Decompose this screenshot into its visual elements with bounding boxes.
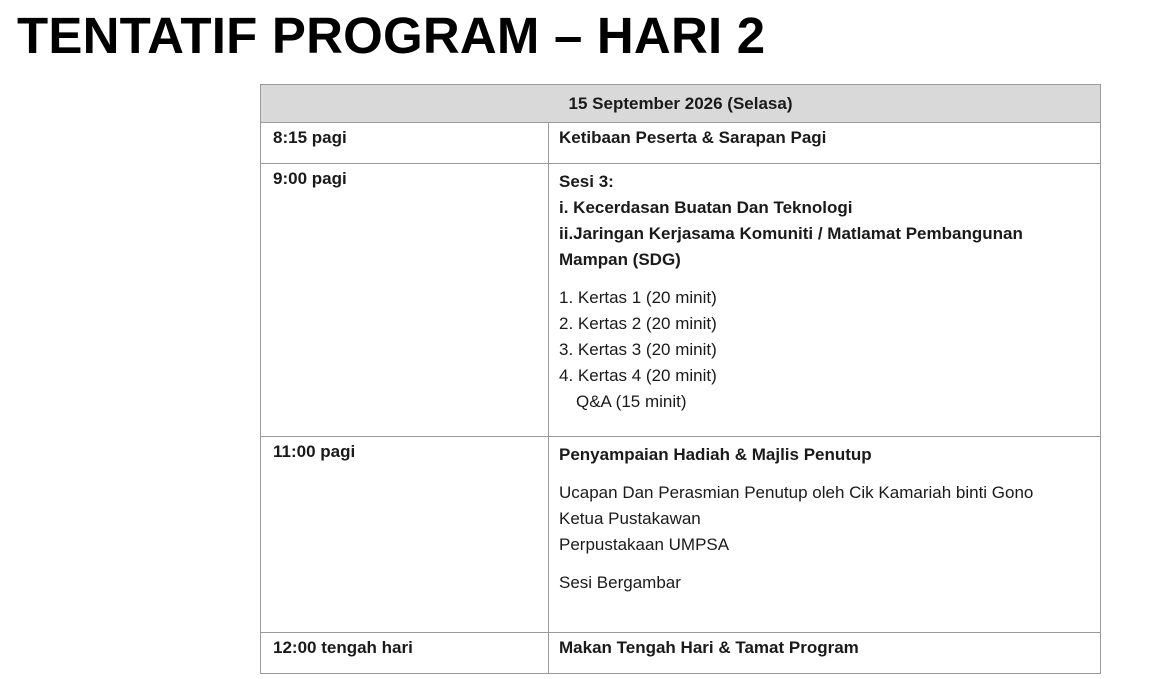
time-cell: 9:00 pagi <box>261 164 549 437</box>
detail-line: Ketua Pustakawan <box>559 509 701 528</box>
page-title: TENTATIF PROGRAM – HARI 2 <box>17 7 766 64</box>
schedule-table <box>260 84 1101 674</box>
session-title <box>559 169 1090 273</box>
table-row <box>261 123 1101 164</box>
session-title-line: Mampan (SDG) <box>559 250 681 269</box>
activity-cell <box>549 437 1101 633</box>
activity-cell: Ketibaan Peserta & Sarapan Pagi <box>549 123 1101 164</box>
time-cell: 8:15 pagi <box>261 123 549 164</box>
date-header: 15 September 2026 (Selasa) <box>261 85 1101 123</box>
session-title-line: Sesi 3: <box>559 172 614 191</box>
activity-cell <box>549 164 1101 437</box>
ceremony-details <box>559 480 1090 558</box>
table-row <box>261 437 1101 633</box>
session-title-line: i. Kecerdasan Buatan Dan Teknologi <box>559 198 853 217</box>
table-row <box>261 164 1101 437</box>
activity-cell: Makan Tengah Hari & Tamat Program <box>549 633 1101 674</box>
list-item: Q&A (15 minit) <box>576 392 687 411</box>
detail-line: Perpustakaan UMPSA <box>559 535 730 554</box>
list-item: 3. Kertas 3 (20 minit) <box>559 340 717 359</box>
session-title-line: ii.Jaringan Kerjasama Komuniti / Matlamat Pembangunan <box>559 224 1023 243</box>
photo-session-note: Sesi Bergambar <box>559 573 681 592</box>
date-header-row <box>261 85 1101 123</box>
list-item: 4. Kertas 4 (20 minit) <box>559 366 717 385</box>
time-cell: 11:00 pagi <box>261 437 549 633</box>
table-row <box>261 633 1101 674</box>
list-item: 1. Kertas 1 (20 minit) <box>559 288 717 307</box>
detail-line: Ucapan Dan Perasmian Penutup oleh Cik Kamariah binti Gono <box>559 483 1034 502</box>
list-item: 2. Kertas 2 (20 minit) <box>559 314 717 333</box>
paper-list <box>559 285 1090 415</box>
time-cell: 12:00 tengah hari <box>261 633 549 674</box>
activity-title: Penyampaian Hadiah & Majlis Penutup <box>559 445 872 464</box>
